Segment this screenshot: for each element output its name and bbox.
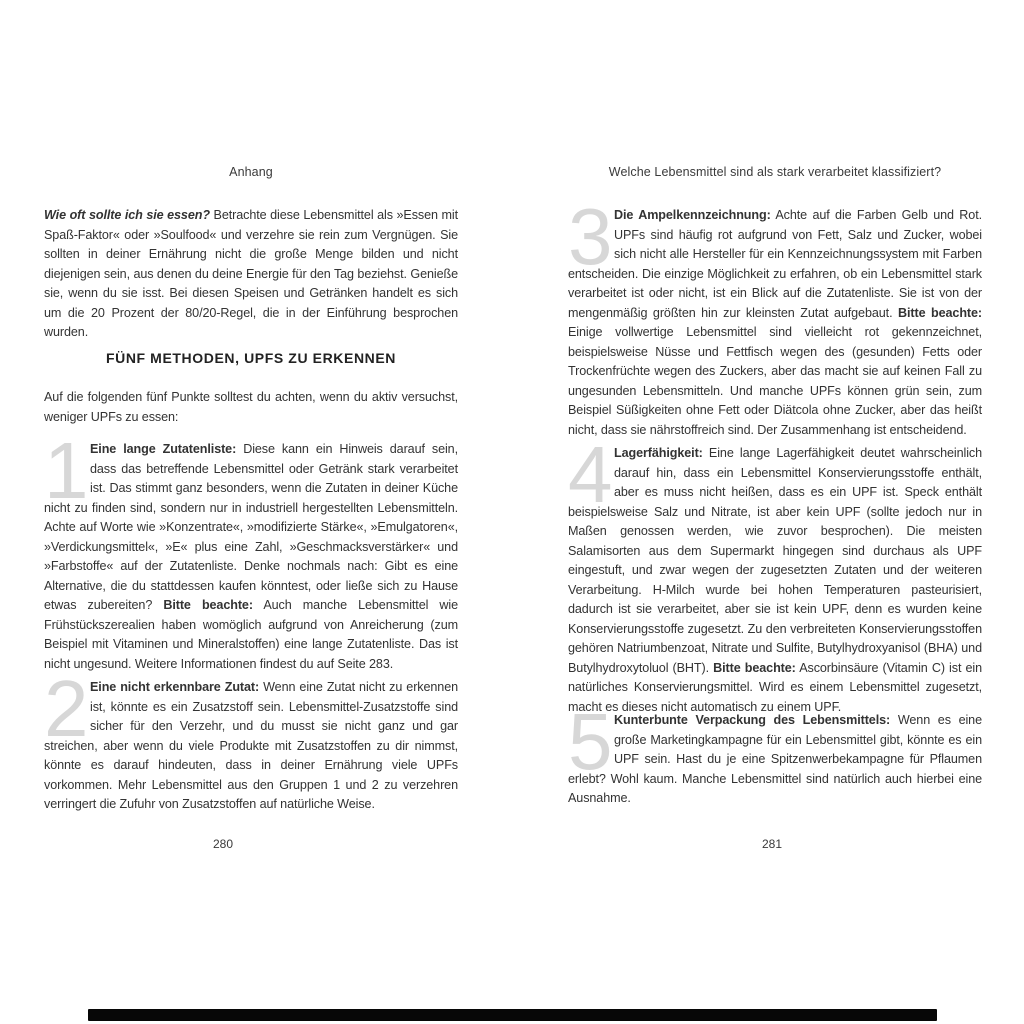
bottom-bar xyxy=(88,1009,937,1021)
section-intro: Auf die folgenden fünf Punkte solltest du achten, wenn du aktiv versuchst, weniger UPFs zu essen: xyxy=(44,390,458,424)
list-item-4: 4 Lagerfähigkeit: Eine lange Lagerfähigkeit deutet wahrscheinlich darauf hin, dass ein Lebensmittel Konservierungsstoffe enthält, aber es muss nicht heißen, dass es ein UPF ist. Speck enthält beispielsweise Salz und Nitrate, ist aber kein UPF (sollte jedoch nur in Maßen genossen werden, wie zuvor besprochen). Die meisten Salamisorten aus dem Supermarkt hingegen sind durchaus als UPF eingestuft, und zwar wegen der zugesetzten Zutaten und der weiteren Verarbeitung. H-Milch wurde bei hohen Temperaturen pasteurisiert, dadurch ist sie verarbeitet, aber sie ist kein UPF, denn es wurden keine Konservierungsstoffe zugesetzt. Zu den verbreiteten Konservierungsstoffen gehören Natriumbenzoat, Nitrate und Sulfite, Butylhydroxyanisol (BHA) und Butylhydroxytoluol (BHT). Bitte beachte: Ascorbinsäure (Vitamin C) ist ein natürliches Konservierungsmittel. Wird es einem Lebensmittel zugesetzt, macht es dieses nicht automatisch zu einem UPF. xyxy=(568,430,982,714)
list-item-1: 1 Eine lange Zutatenliste: Diese kann ein Hinweis darauf sein, dass das betreffende Lebensmittel oder Getränk stark verarbeitet ist. Das stimmt ganz besonders, wenn die Zutaten in deiner Küche nicht zu finden sind, sondern nur in industriell hergestellten Lebensmitteln. Achte auf Worte wie »Konzentrate«, »modifizierte Stärke«, »Emulgatoren«, »Verdickungsmittel«, »E« plus eine Zahl, »Geschmacksverstärker« und »Farbstoffe« auf der Zutatenliste. Denke nochmals nach: Gibt es eine Alternative, die du stattdessen kaufen könntest, oder ließe sich zu Hause etwas zubereiten? Bitte beachte: Auch manche Lebensmittel wie Frühstückszerealien haben womöglich aufgrund von Anreicherung (zum Beispiel mit Vitaminen und Mineralstoffen) eine lange Zutatenliste. Das ist nicht ungesund. Weitere Informationen findest du auf Seite 283. xyxy=(44,426,458,671)
item-number-2: 2 xyxy=(44,664,87,753)
page-number-right: 281 xyxy=(761,837,783,851)
page-left xyxy=(44,0,458,1024)
running-head-left: Anhang xyxy=(229,165,273,179)
intro-paragraph: Wie oft sollte ich sie essen? Betrachte diese Lebensmittel als »Essen mit Spaß-Faktor« oder »Soulfood« und verzehre sie rein zum Vergnügen. Sie sollten in deiner Ernährung nicht die große Menge bilden und nicht diejenigen sein, aus denen du deine Energie für den Tag beziehst. Genieße sie, wenn du sie isst. Bei diesen Speisen und Getränken handelt es sich um die 20 Prozent der 80/20-Regel, die in der Einführung besprochen wurden. xyxy=(44,208,459,339)
list-item-5: 5 Kunterbunte Verpackung des Lebensmittels: Wenn es eine große Marketingkampagne für ein Lebensmittel gibt, könnte es ein UPF sein. Hast du je eine Spitzenwerbekampagne für Pflaumen erlebt? Wohl kaum. Manche Lebensmittel sind natürlich auch hierbei eine Ausnahme. xyxy=(568,697,982,805)
page-number-left: 280 xyxy=(212,837,234,851)
list-item-3: 3 Die Ampelkennzeichnung: Achte auf die Farben Gelb und Rot. UPFs sind häufig rot aufgrund von Fett, Salz und Zucker, wobei sich nicht alle Hersteller für ein Kennzeichnungssystem mit Farben entscheiden. Die einzige Möglichkeit zu erfahren, ob ein Lebensmittel stark verarbeitet ist oder nicht, ist ein Blick auf die Zutatenliste. Sie ist von der mengenmäßig größten hin zur kleinsten Zutat aufgebaut. Bitte beachte: Einige vollwertige Lebensmittel sind vielleicht rot gekennzeichnet, beispielsweise Nüsse und Fettfisch wegen des (gesunden) Fetts oder Trockenfrüchte wegen des Zuckers, aber das macht sie auf keinen Fall zu ungesunden Lebensmitteln. Und manche UPFs können grün sein, zum Beispiel Süßigkeiten ohne Fett oder Diätcola ohne Zucker, aber das heißt nicht, dass sie nährstoffreich sind. Der Zusammenhang ist entscheidend. xyxy=(568,192,982,437)
running-head-right: Welche Lebensmittel sind als stark verarbeitet klassifiziert? xyxy=(608,165,942,179)
item-number-5: 5 xyxy=(568,697,611,786)
section-heading: FÜNF METHODEN, UPFS ZU ERKENNEN xyxy=(105,350,397,366)
item-number-4: 4 xyxy=(568,430,611,519)
item-number-1: 1 xyxy=(44,426,87,515)
item-number-3: 3 xyxy=(568,192,611,281)
page-right xyxy=(568,0,982,1024)
list-item-2: 2 Eine nicht erkennbare Zutat: Wenn eine Zutat nicht zu erkennen ist, könnte es ein Zusatzstoff sein. Lebensmittel-Zusatzstoffe sind sicher für den Verzehr, und du musst sie nicht ganz und gar streichen, aber wenn du viele Produkte mit Zusatzstoffen zu dir nimmst, könnte es darauf hindeuten, dass in deiner Ernährung viele UPFs vorkommen. Mehr Lebensmittel aus den Gruppen 1 und 2 zu verzehren verringert die Zufuhr von Zusatzstoffen auf natürliche Weise. xyxy=(44,664,458,811)
